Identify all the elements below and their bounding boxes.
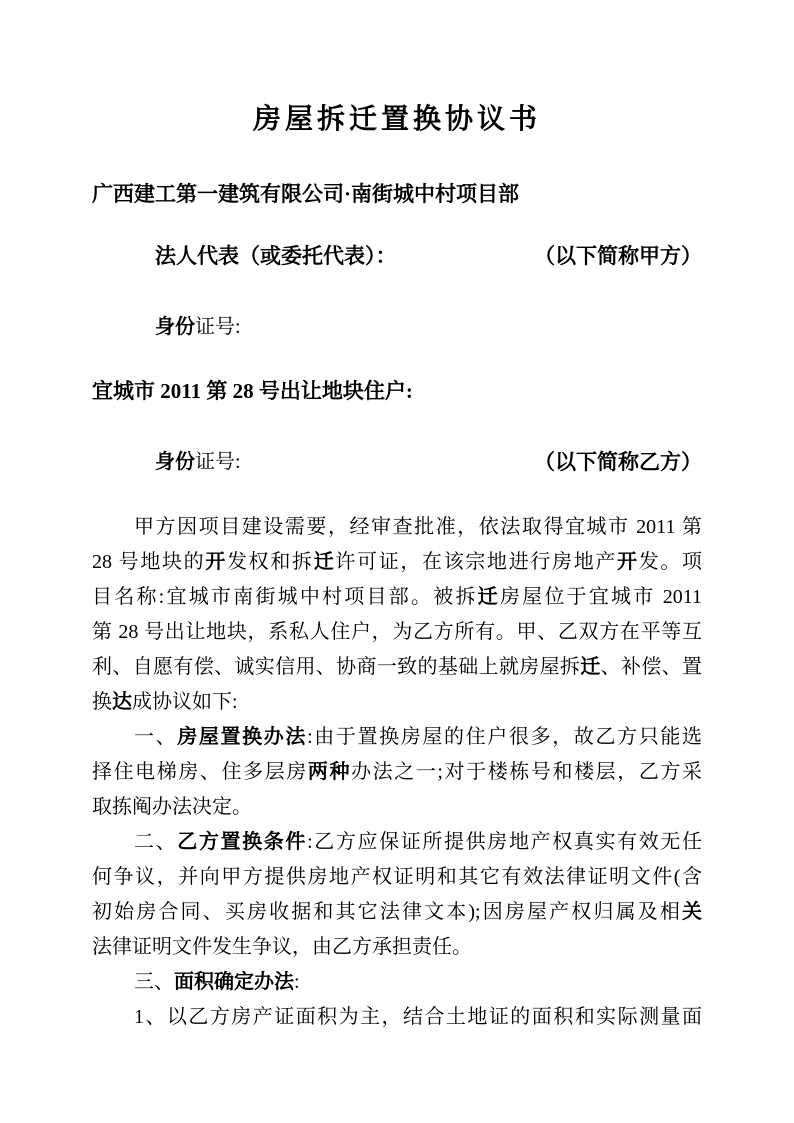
text-run: 法律证明文件发生争议，由乙方承担责任。 (92, 936, 472, 958)
text-run: 二、 (134, 831, 178, 853)
id-number-label-bold: 身份 (155, 451, 195, 473)
document-line (92, 615, 702, 650)
legal-representative-label: 法人代表（或委托代表）： (155, 244, 397, 268)
document-line (92, 650, 702, 685)
text-run: :乙方应保证所提供房地产权真实有效无任 (307, 831, 702, 853)
document-line (92, 930, 702, 965)
id-number-label (155, 448, 241, 476)
bold-text-run: 迁 (313, 551, 336, 573)
text-run: : (294, 971, 300, 993)
bold-text-run: 两种 (307, 761, 352, 783)
text-run: 许可证，在该宗地进行房地产 (335, 551, 618, 573)
id-number-label-rest: 证号: (195, 451, 241, 473)
document-line (92, 720, 702, 755)
bold-text-run: 面积确定办法 (174, 971, 294, 993)
id-number-label-bold: 身份 (155, 316, 195, 338)
document-line (92, 755, 702, 790)
id-number-line-party-a (92, 313, 702, 341)
document-line (92, 790, 702, 825)
bold-text-run: 达 (112, 691, 132, 713)
text-run: 1、以乙方房产证面积为主，结合土地证的面积和实际测量面 (134, 1006, 702, 1028)
id-number-label-rest: 证号: (195, 316, 241, 338)
document-line (92, 860, 702, 895)
legal-representative-line (92, 242, 702, 270)
text-run: 发权和拆 (227, 551, 314, 573)
text-run: 甲方因项目建设需要，经审查批准，依法取得宜城市 2011 第 (134, 516, 702, 538)
text-run: 初始房合同、买房收据和其它法律文本);因房屋产权归属及相 (92, 901, 682, 923)
party-a-company-line: 广西建工第一建筑有限公司·南街城中村项目部 (92, 182, 520, 206)
text-run: 换 (92, 691, 112, 713)
text-run: 择住电梯房、住多层房 (92, 761, 308, 783)
document-line (92, 825, 702, 860)
document-line (92, 510, 702, 545)
bold-text-run: 开 (205, 551, 228, 573)
text-run: 第 28 号出让地块，系私人住户，为乙方所有。甲、乙双方在平等互 (92, 621, 702, 643)
document-line (92, 895, 702, 930)
bold-text-run: 关 (682, 901, 702, 923)
text-run: 取拣阄办法决定。 (92, 796, 252, 818)
bold-text-run: 乙方置换条件 (177, 831, 308, 853)
text-run: 28 号地块的 (92, 551, 206, 573)
text-run: 房屋位于宜城市 2011 (499, 586, 702, 608)
party-b-abbreviation-note: （以下简称乙方） (534, 450, 702, 474)
text-run: 成协议如下: (132, 691, 238, 713)
text-run: 目名称:宜城市南街城中村项目部。被拆 (92, 586, 478, 608)
document-body (92, 510, 702, 1035)
document-title: 房屋拆迁置换协议书 (252, 104, 541, 135)
bold-text-run: 迁 (477, 586, 500, 608)
document-line (92, 580, 702, 615)
document-line (92, 965, 702, 1000)
text-run: 、补偿、置 (600, 656, 702, 678)
document-line (92, 1000, 702, 1035)
id-number-line-party-b (92, 448, 702, 476)
bold-text-run: 开 (617, 551, 639, 573)
text-run: 办法之一;对于楼栋号和楼层，乙方采 (351, 761, 702, 783)
document-line (92, 545, 702, 580)
text-run: 利、自愿有偿、诚实信用、协商一致的基础上就房屋拆 (92, 656, 581, 678)
text-run: 三、 (134, 971, 174, 993)
text-run: 何争议，并向甲方提供房地产权证明和其它有效法律证明文件(含 (92, 866, 702, 888)
party-b-household-line: 宜城市 2011 第 28 号出让地块住户: (92, 379, 413, 403)
bold-text-run: 房屋置换办法 (177, 726, 308, 748)
party-a-abbreviation-note: （以下简称甲方） (534, 244, 702, 268)
text-run: 一、 (134, 726, 178, 748)
text-run: :由于置换房屋的住户很多，故乙方只能选 (307, 726, 702, 748)
bold-text-run: 迁 (580, 656, 601, 678)
id-number-label (155, 313, 241, 341)
document-line (92, 685, 702, 720)
text-run: 发。项 (638, 551, 702, 573)
